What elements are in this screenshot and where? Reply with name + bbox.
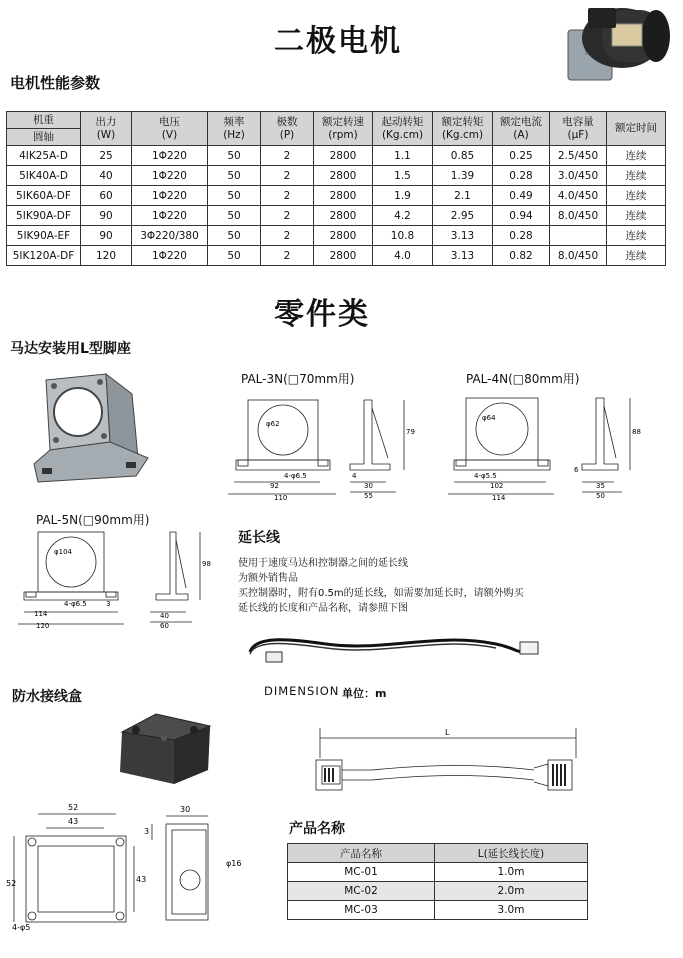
header-start-torque: 起动转矩 (Kg.cm) [373,112,433,146]
box-hole: φ16 [226,859,242,868]
cell-cap: 8.0/450 [550,206,607,226]
cell-start: 4.2 [373,206,433,226]
cell-freq: 50 [208,226,261,246]
ext-line-4: 延长线的长度和产品名称，请参照下图 [238,603,408,614]
cable-drawing [312,724,582,804]
ext-heading: 延长线 [238,530,280,546]
cable-photo [236,626,546,672]
box-photo [116,710,216,786]
cell-current: 0.49 [493,186,550,206]
cell-speed: 2800 [314,246,373,266]
ext-line-1: 使用于速度马达和控制器之间的延长线 [238,558,408,569]
cell-time: 连续 [607,166,666,186]
box-holes: 4-φ5 [12,923,31,932]
cell-freq: 50 [208,246,261,266]
cell-time: 连续 [607,206,666,226]
cell-rated: 3.13 [433,246,493,266]
cell-rated: 3.13 [433,226,493,246]
box-heading: 防水接线盒 [12,689,82,705]
header-rated-torque: 额定转矩 (Kg.cm) [433,112,493,146]
cell-freq: 50 [208,186,261,206]
pal5n-d1: 40 [160,612,169,620]
pal3n-hole: 4-φ6.5 [284,472,307,480]
header-speed: 额定转速 (rpm) [314,112,373,146]
pal5n-hole: 4-φ6.5 [64,600,87,608]
pal3n-w2: 110 [274,494,288,502]
cell-time: 连续 [607,146,666,166]
product-cell-name: MC-02 [288,882,435,901]
pal5n-h: 98 [202,560,211,568]
cell-poles: 2 [261,146,314,166]
product-col-length: L(延长线长度) [435,844,588,863]
product-cell-name: MC-03 [288,901,435,920]
cell-model: 5IK90A-EF [7,226,81,246]
cell-time: 连续 [607,226,666,246]
pal3n-d1: 30 [364,482,373,490]
product-col-name: 产品名称 [288,844,435,863]
pal5n-caption: PAL-5N(□90mm用) [36,513,150,527]
ext-description [238,556,568,616]
product-cell-name: MC-01 [288,863,435,882]
cell-start: 1.5 [373,166,433,186]
bracket-heading: 马达安装用L型脚座 [10,341,131,357]
pal3n-dia: φ62 [266,420,280,428]
page-title: 二极电机 [274,24,402,59]
cell-current: 0.28 [493,166,550,186]
cell-output: 25 [81,146,132,166]
cell-rated: 0.85 [433,146,493,166]
product-heading: 产品名称 [289,821,345,837]
header-poles: 极数 (P) [261,112,314,146]
cell-model: 5IK120A-DF [7,246,81,266]
pal4n-h: 88 [632,428,641,436]
header-capacitor: 电容量 (μF) [550,112,607,146]
cell-output: 40 [81,166,132,186]
table-row [7,186,666,206]
pal5n-w1: 114 [34,610,48,618]
cell-start: 1.1 [373,146,433,166]
table-row [7,146,666,166]
product-table [287,843,588,920]
cell-poles: 2 [261,186,314,206]
header-freq: 频率 (Hz) [208,112,261,146]
cell-poles: 2 [261,246,314,266]
cable-length-label: L [445,728,450,737]
header-model: 机重 [7,112,81,129]
cell-current: 0.94 [493,206,550,226]
parts-title: 零件类 [274,297,370,332]
box-drawing [6,796,256,934]
cell-rated: 2.1 [433,186,493,206]
cell-speed: 2800 [314,186,373,206]
pal4n-w2: 114 [492,494,506,502]
dimension-label: DIMENSION [264,684,340,698]
box-w-outer: 52 [68,803,79,812]
cell-voltage: 1Φ220 [132,146,208,166]
cell-current: 0.82 [493,246,550,266]
cell-freq: 50 [208,166,261,186]
cell-time: 连续 [607,246,666,266]
table-row [288,882,588,901]
cell-speed: 2800 [314,226,373,246]
table-row [7,206,666,226]
cell-cap: 4.0/450 [550,186,607,206]
cell-voltage: 1Φ220 [132,246,208,266]
header-output: 出力 (W) [81,112,132,146]
cell-rated: 2.95 [433,206,493,226]
pal4n-d1: 35 [596,482,605,490]
cell-voltage: 1Φ220 [132,166,208,186]
cell-current: 0.25 [493,146,550,166]
cell-model: 5IK90A-DF [7,206,81,226]
cell-poles: 2 [261,166,314,186]
cell-start: 1.9 [373,186,433,206]
table-row [7,226,666,246]
product-cell-len: 1.0m [435,863,588,882]
cell-freq: 50 [208,206,261,226]
cell-rated: 1.39 [433,166,493,186]
pal4n-t: 6 [574,466,579,474]
pal4n-caption: PAL-4N(□80mm用) [466,372,580,386]
header-current: 额定电流 (A) [493,112,550,146]
ext-line-3: 买控制器时，附有0.5m的延长线，如需要加延长时，请额外购买 [238,588,524,599]
cell-output: 90 [81,206,132,226]
pal5n-t: 3 [106,600,111,608]
table-row [288,901,588,920]
box-thickness: 3 [144,827,150,836]
pal4n-hole: 4-φ5.5 [474,472,497,480]
cell-cap: 8.0/450 [550,246,607,266]
pal5n-drawing [10,526,210,630]
table-row [7,246,666,266]
cell-output: 120 [81,246,132,266]
box-depth: 30 [180,805,191,814]
cell-speed: 2800 [314,166,373,186]
cell-model: 4IK25A-D [7,146,81,166]
cell-cap: 2.5/450 [550,146,607,166]
pal3n-d2: 55 [364,492,373,500]
table-row [7,166,666,186]
pal3n-t: 4 [352,472,357,480]
cell-start: 4.0 [373,246,433,266]
box-w-inner: 43 [68,817,79,826]
product-cell-len: 2.0m [435,882,588,901]
cell-speed: 2800 [314,146,373,166]
pal4n-drawing [446,386,646,500]
pal4n-w1: 102 [490,482,504,490]
cell-cap [550,226,607,246]
pal3n-drawing [226,386,426,500]
box-h-inner: 43 [136,875,147,884]
cell-current: 0.28 [493,226,550,246]
spec-table [6,111,666,266]
cell-speed: 2800 [314,206,373,226]
cell-output: 90 [81,226,132,246]
table-row [288,863,588,882]
cell-voltage: 1Φ220 [132,206,208,226]
pal3n-w1: 92 [270,482,279,490]
ext-line-2: 为额外销售品 [238,573,298,584]
pal5n-w2: 120 [36,622,50,630]
cell-model: 5IK60A-DF [7,186,81,206]
cell-cap: 3.0/450 [550,166,607,186]
unit-label: 单位：m [342,687,387,700]
header-rated-time: 额定时间 [607,112,666,146]
cell-poles: 2 [261,206,314,226]
cell-time: 连续 [607,186,666,206]
cell-poles: 2 [261,226,314,246]
perf-heading: 电机性能参数 [10,74,101,92]
bracket-photo [28,372,156,488]
pal3n-h: 79 [406,428,415,436]
header-voltage: 电压 (V) [132,112,208,146]
cell-voltage: 3Φ220/380 [132,226,208,246]
pal5n-d2: 60 [160,622,169,630]
product-cell-len: 3.0m [435,901,588,920]
cell-output: 60 [81,186,132,206]
pal5n-dia: φ104 [54,548,72,556]
pal3n-caption: PAL-3N(□70mm用) [241,372,355,386]
cell-model: 5IK40A-D [7,166,81,186]
pal4n-d2: 50 [596,492,605,500]
box-h-outer: 52 [6,879,17,888]
header-shaft: 圆轴 [7,129,81,146]
cell-freq: 50 [208,146,261,166]
pal4n-dia: φ64 [482,414,496,422]
motor-photo [566,2,678,92]
cell-voltage: 1Φ220 [132,186,208,206]
cell-start: 10.8 [373,226,433,246]
